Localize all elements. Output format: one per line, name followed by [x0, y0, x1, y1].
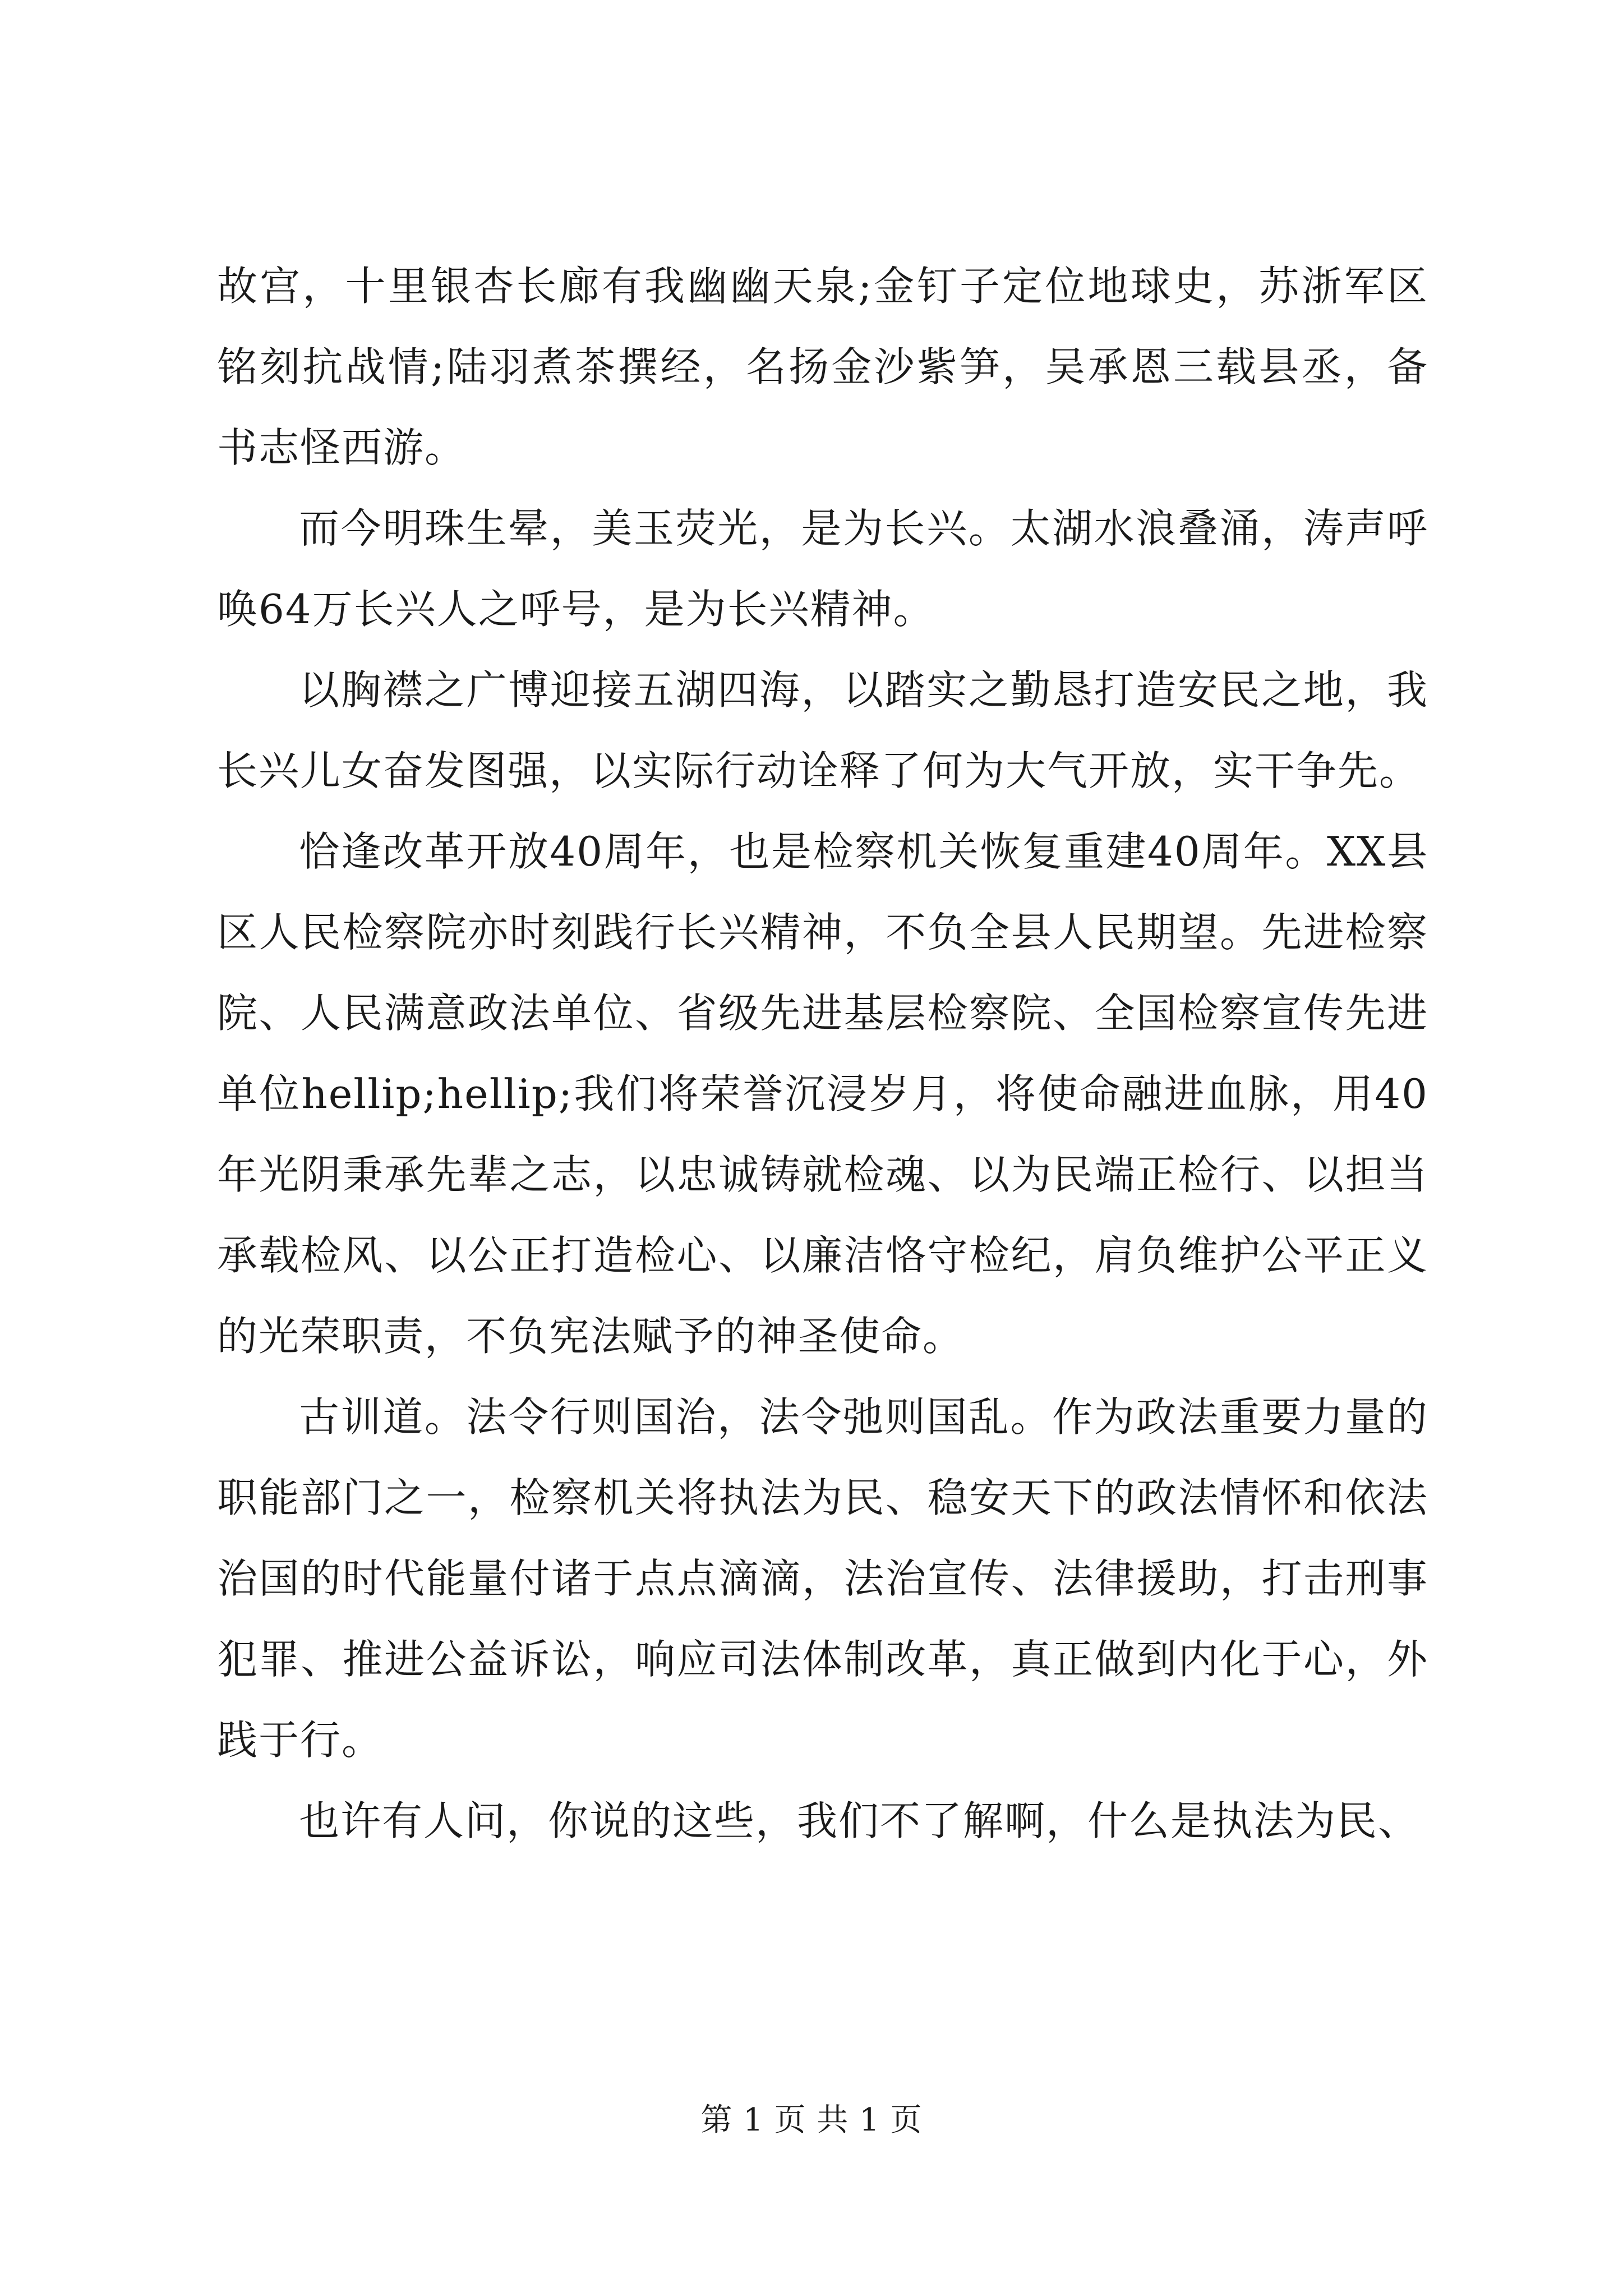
paragraph-6: 也许有人问，你说的这些，我们不了解啊，什么是执法为民、 [299, 1797, 1420, 1844]
paragraph-3: 以胸襟之广博迎接五湖四海，以踏实之勤恳打造安民之地，我长兴儿女奋发图强，以实际行动诠释了何为大气开放，实干争先。 [217, 666, 1428, 794]
document-body [217, 246, 1428, 1861]
paragraph-4: 恰逢改革开放40周年，也是检察机关恢复重建40周年。XX县区人民检察院亦时刻践行长兴精神，不负全县人民期望。先进检察院、人民满意政法单位、省级先进基层检察院、全国检察宣传先进单位hellip;hellip;我们将荣誉沉浸岁月，将使命融进血脉，用40年光阴秉承先辈之志，以忠诚铸就检魂、以为民端正检行、以担当承载检风、以公正打造检心、以廉洁恪守检纪，肩负维护公平正义的光荣职责，不负宪法赋予的神圣使命。 [217, 828, 1428, 1360]
page-footer: 第 1 页 共 1 页 [700, 2102, 923, 2138]
paragraph-2: 而今明珠生晕，美玉荧光，是为长兴。太湖水浪叠涌，涛声呼唤64万长兴人之呼号，是为长兴精神。 [217, 505, 1428, 633]
paragraph-1: 故宫，十里银杏长廊有我幽幽天泉;金钉子定位地球史，苏浙军区铭刻抗战情;陆羽煮茶撰经，名扬金沙紫笋，吴承恩三载县丞，备书志怪西游。 [217, 263, 1428, 471]
paragraph-5: 古训道。法令行则国治，法令弛则国乱。作为政法重要力量的职能部门之一，检察机关将执法为民、稳安天下的政法情怀和依法治国的时代能量付诸于点点滴滴，法治宣传、法律援助，打击刑事犯罪、推进公益诉讼，响应司法体制改革，真正做到内化于心，外践于行。 [217, 1393, 1428, 1764]
